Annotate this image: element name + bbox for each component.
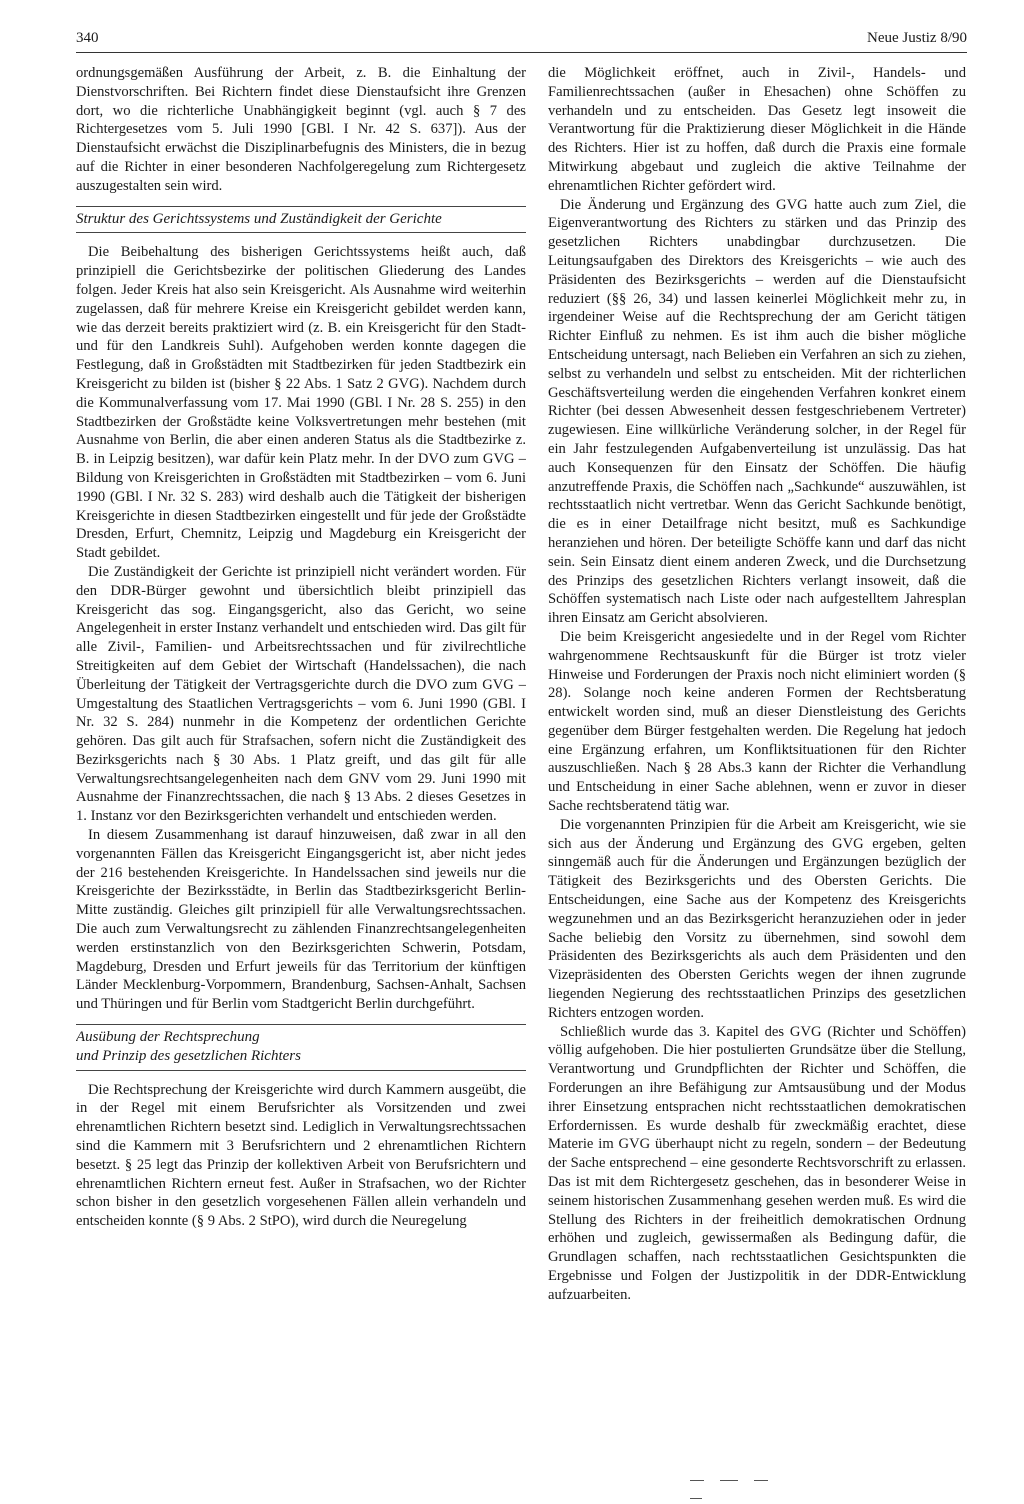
- scan-mark: [720, 1480, 738, 1481]
- paragraph: Die Änderung und Ergänzung des GVG hatte auch zum Ziel, die Eigenverantwortung des Richters zu stärken und das Prinzip des gesetzlichen Richters unabdingbar durchzusetzen. Die Leitungsaufgaben des Direktors des Kreisgerichts – wie auch des Präsidenten des Bezirksgerichts – werden auf die Dienstaufsicht reduziert (§§ 26, 34) und lassen keinerlei Möglichkeit mehr zu, in irgendeiner Weise auf die Rechtsprechung der am Gericht tätigen Richter Einfluß zu nehmen. Es ist ihm auch die bisher mögliche Entscheidung untersagt, nach Belieben ein Verfahren an sich zu ziehen, selbst zu verhandeln und selbst zu entscheiden. Mit der richterlichen Geschäftsverteilung werden die eingehenden Verfahren konkret einem Richter (bei dessen Abwesenheit dessen festgeschriebenem Vertreter) zugewiesen. Eine willkürliche Veränderung solcher, in der Regel für ein Jahr festzulegenden Aufgabenverteilung ist unzulässig. Das hat auch Konsequenzen für den Einsatz der Schöffen. Die häufig anzutreffende Praxis, die Schöffen nach „Sachkunde“ auszuwählen, ist rechtsstaatlich nicht vertretbar. Wenn das Gericht Sachkunde benötigt, die es in einer Detailfrage nicht besitzt, muß es Sachkundige heranziehen und hören. Der beteiligte Schöffe kann und darf das nicht sein. Sein Einsatz dient einem anderen Zweck, und die Durchsetzung des Prinzips des gesetzlichen Richters verlangt insoweit, daß die Schöffen systematisch nach Liste oder nach aufgestelltem Jahresplan ihren Einsatz am Gericht absolvieren.: [548, 196, 966, 627]
- section-heading-text: Struktur des Gerichtssystems und Zuständigkeit der Gerichte: [76, 210, 442, 227]
- paragraph: Die vorgenannten Prinzipien für die Arbeit am Kreisgericht, wie sie sich aus der Änderung und Ergänzung des GVG ergeben, gelten sinngemäß auch für die Änderungen und Ergänzungen bezüglich der Tätigkeit des Bezirksgerichts und des Obersten Gerichts. Die Entscheidungen, eine Sache aus der Kompetenz des Kreisgerichts wegzunehmen und an das Bezirksgericht heranzuziehen oder in jeder Sache beliebig den Vorsitz zu übernehmen, sind sowohl dem Präsidenten des Bezirksgerichts als auch dem Präsidenten und den Vizepräsidenten des Obersten Gerichts wegen der ihnen zugrunde liegenden Negierung des rechtsstaatlichen Prinzips des gesetzlichen Richters entzogen worden.: [548, 816, 966, 1021]
- right-column: [548, 64, 966, 1409]
- left-column: [76, 64, 526, 1409]
- journal-issue: Neue Justiz 8/90: [867, 30, 967, 46]
- section-heading-text: und Prinzip des gesetzlichen Richters: [76, 1047, 301, 1064]
- section-rule: [76, 232, 526, 233]
- paragraph: Schließlich wurde das 3. Kapitel des GVG (Richter und Schöffen) völlig aufgehoben. Die hier postulierten Grundsätze über die Stellung, Verantwortung und Grundpflichten der Richter und Schöffen, die Forderungen an ihre Befähigung zur Amtsausübung und der Modus ihrer Einsetzung entsprachen nicht rechtsstaatlichen demokratischen Erfordernissen. Es wurde deshalb für zweckmäßig erachtet, diese Materie im GVG überhaupt nicht zu regeln, sondern – der Bedeutung der Sache entsprechend – eine gesonderte Rechtsvorschrift zu erlassen. Das ist mit dem Richtergesetz geschehen, das in besonderer Weise in seinem historischen Zusammenhang gesehen werden muß. Es wird die Stellung des Richters in der freiheitlich demokratischen Ordnung erhöhen und zugleich, gewissermaßen als Bedingung dafür, die Grundlagen schaffen, nach rechtsstaatlichen Gesichtspunkten die Ergebnisse und Folgen der Justizpolitik in der DDR-Entwicklung aufzuarbeiten.: [548, 1023, 966, 1303]
- paragraph: Die Beibehaltung des bisherigen Gerichtssystems heißt auch, daß prinzipiell die Gerichtsbezirke der politischen Gliederung des Landes folgen. Jeder Kreis hat also sein Kreisgericht. Als Ausnahme wird weiterhin zugelassen, daß für mehrere Kreise ein Kreisgericht gebildet werden kann, wie das derzeit bereits praktiziert wird (z. B. ein Kreisgericht für den Stadt- und für den Landkreis Suhl). Aufgehoben werden konnte dagegen die Festlegung, daß in Großstädten mit Stadtbezirken für jeden Stadtbezirk ein Kreisgericht zu bilden ist (bisher § 22 Abs. 1 Satz 2 GVG). Nachdem durch die Kommunalverfassung vom 17. Mai 1990 (GBl. I Nr. 28 S. 255) in den Stadtbezirken der Großstädte keine Volksvertretungen mehr bestehen (mit Ausnahme von Berlin, die aber einen anderen Status als die Stadtbezirke z. B. in Leipzig besitzen), war dafür kein Platz mehr. In der DVO zum GVG – Bildung von Kreisgerichten in Großstädten mit Stadtbezirken – vom 6. Juni 1990 (GBl. I Nr. 32 S. 283) wird deshalb auch die Tätigkeit der bisherigen Kreisgerichte in diesen Stadtbezirken eingestellt und für jede der Großstädte Dresden, Erfurt, Chemnitz, Leipzig und Magdeburg ein Kreisgericht der Stadt gebildet.: [76, 244, 526, 562]
- section-rule: [76, 1070, 526, 1071]
- paragraph: Die beim Kreisgericht angesiedelte und in der Regel vom Richter wahrgenommene Rechtsauskunft für die Bürger ist trotz vieler Hinweise und Forderungen der Praxis noch nicht eliminiert worden (§ 28). Solange noch keine anderen Formen der Rechtsberatung entwickelt worden sind, muß an dieser Dienstleistung des Gerichts gegenüber dem Bürger festgehalten werden. Die Regelung hat jedoch eine Ergänzung erfahren, um Konfliktsituationen für den Richter auszuschließen. Nach § 28 Abs.3 kann der Richter die Verhandlung und Entscheidung in einer Sache ablehnen, wenn er zuvor in dieser Sache rechtsberatend tätig war.: [548, 628, 966, 815]
- section-heading-text: Ausübung der Rechtsprechung: [76, 1029, 260, 1046]
- paragraph: ordnungsgemäßen Ausführung der Arbeit, z. B. die Einhaltung der Dienstvorschriften. Bei Richtern findet diese Dienstaufsicht ihre Grenzen dort, wo die richterliche Unabhängigkeit beginnt (vgl. auch § 7 des Richtergesetzes vom 5. Juli 1990 [GBl. I Nr. 42 S. 637]). Aus der Dienstaufsicht erwächst die Disziplinarbefugnis des Ministers, die in bezug auf die Richter in einer besonderen Nachfolgeregelung zum Richtergesetz auszugestalten sein wird.: [76, 65, 526, 194]
- page-number: 340: [76, 30, 99, 46]
- section-heading: [76, 206, 526, 237]
- paragraph: In diesem Zusammenhang ist darauf hinzuweisen, daß zwar in all den vorgenannten Fällen das Kreisgericht Eingangsgericht ist, aber nicht jedes der 216 bestehenden Kreisgerichte. In Handelssachen sind jeweils nur die Kreisgerichte der Bezirksstädte, in Berlin das Stadtbezirksgericht Berlin-Mitte zuständig. Gleiches gilt prinzipiell für alle Verwaltungsrechtssachen. Die auch zum Verwaltungsrecht zu zählenden Finanzrechtsangelegenheiten werden erstinstanzlich von den Bezirksgerichten Schwerin, Potsdam, Magdeburg, Dresden und Erfurt jeweils für das Territorium der künftigen Länder Mecklenburg-Vorpommern, Brandenburg, Sachsen-Anhalt, Sachsen und Thüringen und für Berlin vom Stadtgericht Berlin durchgeführt.: [76, 827, 526, 1013]
- scan-mark: [690, 1480, 704, 1481]
- scan-mark: [690, 1498, 702, 1499]
- section-heading: [76, 1024, 526, 1074]
- paragraph: Die Zuständigkeit der Gerichte ist prinzipiell nicht verändert worden. Für den DDR-Bürger gewohnt und übersichtlich bleibt prinzipiell das Kreisgericht das sog. Eingangsgericht, also das Gericht, wo seine Angelegenheit in erster Instanz verhandelt und entschieden wird. Das gilt für alle Zivil-, Familien- und Arbeitsrechtssachen und für zivilrechtliche Streitigkeiten auf dem Gebiet der Wirtschaft (Handelssachen), die nach Überleitung der Tätigkeit der Vertragsgerichte durch die DVO zum GVG – Umgestaltung des Staatlichen Vertragsgerichts – vom 6. Juni 1990 (GBl. I Nr. 32 S. 284) nunmehr in die Kompetenz der ordentlichen Gerichte gehören. Das gilt auch für Strafsachen, sofern nicht die Zuständigkeit des Bezirksgerichts nach § 30 Abs. 1 Platz greift, und das gilt für alle Verwaltungsrechtsangelegenheiten nach dem GNV vom 29. Juni 1990 mit Ausnahme der Finanzrechtssachen, die nach § 13 Abs. 2 dieses Gesetzes in 1. Instanz vor den Bezirksgerichten verhandelt und entschieden werden.: [76, 563, 526, 825]
- paragraph: die Möglichkeit eröffnet, auch in Zivil-, Handels- und Familienrechtssachen (außer in Ehesachen) ohne Schöffen zu verhandeln und zu entscheiden. Das Gesetz legt insoweit die Verantwortung für die Praktizierung dieser Möglichkeit in die Hände des Richters. Hier ist zu hoffen, daß durch die Praxis eine formale Mitwirkung abgebaut und zugleich die aktive Teilnahme der ehrenamtlichen Richter gefördert wird.: [548, 65, 966, 194]
- scan-mark: [754, 1480, 768, 1481]
- header-rule: [76, 52, 967, 53]
- scan-marks: [690, 1468, 810, 1470]
- paragraph: Die Rechtsprechung der Kreisgerichte wird durch Kammern ausgeübt, die in der Regel mit einem Berufsrichter als Vorsitzenden und zwei ehrenamtlichen Richtern besetzt sind. Lediglich in Verwaltungsrechtssachen sind die Kammern mit 3 Berufsrichtern und 2 ehrenamtlichen Richtern besetzt. § 25 legt das Prinzip der kollektiven Arbeit von Berufsrichtern und ehrenamtlichen Richtern erneut fest. Außer in Strafsachen, wo der Richter schon bisher in den gesetzlich vorgesehenen Fällen allein verhandeln und entscheiden konnte (§ 9 Abs. 2 StPO), wird durch die Neuregelung: [76, 1081, 526, 1230]
